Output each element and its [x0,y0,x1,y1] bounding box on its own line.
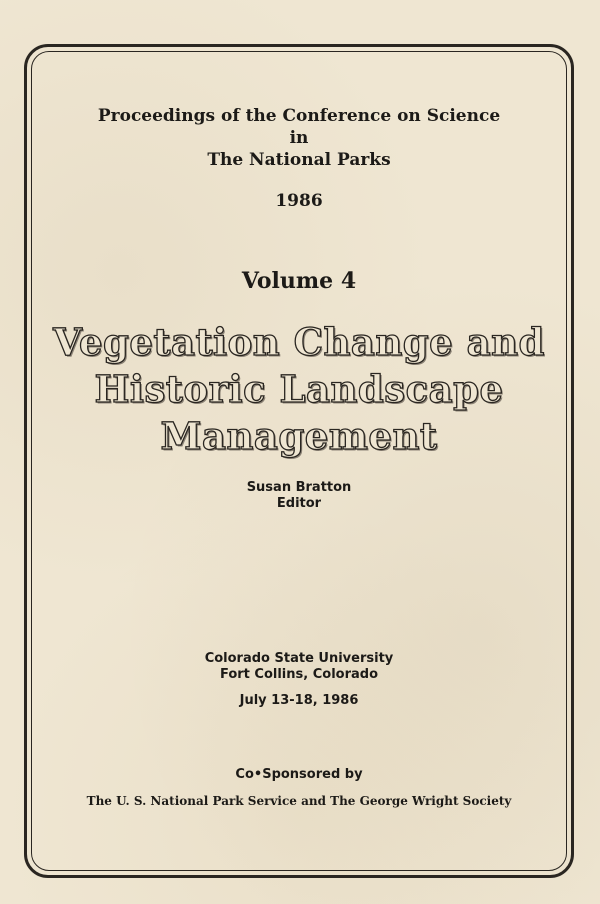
volume-number: Volume 4 [241,268,357,294]
book-title-line-3: Management [160,414,438,458]
venue-university: Colorado State University [204,651,394,666]
inner-border-frame [31,51,567,871]
conference-year: 1986 [275,191,323,211]
editor-name: Susan Bratton [246,480,352,495]
proceedings-title-line-1: Proceedings of the Conference on Science [97,106,501,126]
sponsors-list: The U. S. National Park Service and The George Wright Society [86,794,512,808]
book-title-line-1: Vegetation Change and [53,320,545,364]
editor-role: Editor [276,496,322,511]
proceedings-title-line-3: The National Parks [207,150,391,170]
conference-dates: July 13-18, 1986 [239,693,359,708]
cosponsored-label: Co•Sponsored by [235,767,363,782]
book-title-line-2: Historic Landscape [94,367,504,411]
venue-city: Fort Collins, Colorado [219,667,378,682]
proceedings-title-line-2: in [289,128,309,148]
